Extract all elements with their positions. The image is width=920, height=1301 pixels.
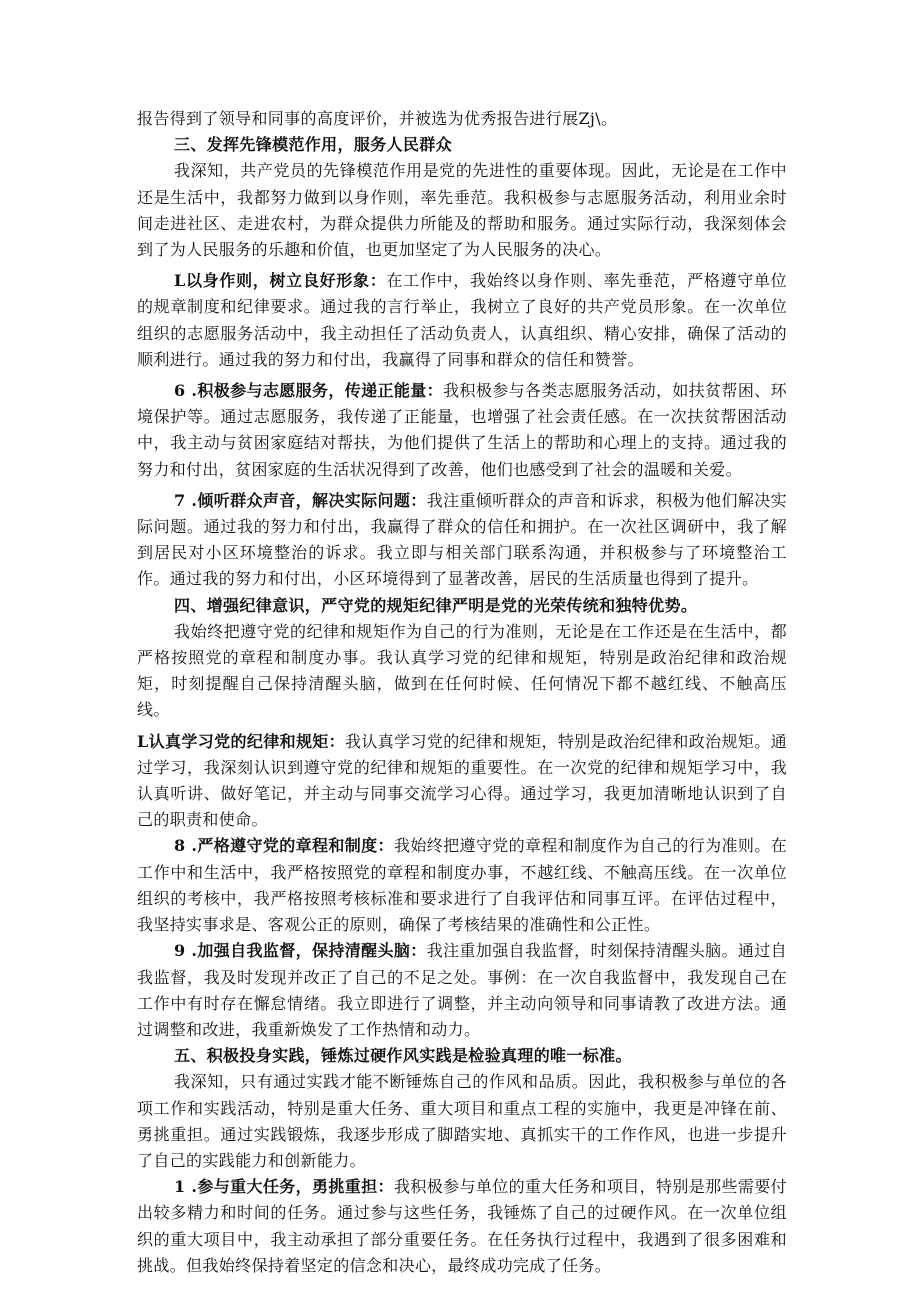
paragraph-major-tasks (137, 1174, 787, 1279)
paragraph-lead: L认真学习党的纪律和规矩： (137, 731, 346, 751)
paragraph-text: 我始终把遵守党的纪律和规矩作为自己的行为准则，无论是在工作还是在生活中，都严格按照党的章程和制度办事。我认真学习党的纪律和规矩，特别是政治纪律和政治规矩，时刻提醒自己保持清醒头脑，做到在任何时候、任何情况下都不越红线、不触高压线。 (137, 621, 787, 720)
section-heading-4 (137, 593, 787, 619)
paragraph-text: 我深知，共产党员的先锋模范作用是党的先进性的重要体现。因此，无论是在工作中还是生活中，我都努力做到以身作则，率先垂范。我积极参与志愿服务活动，利用业余时间走进社区、走进农村，为群众提供力所能及的帮助和服务。通过实际行动，我深刻体会到了为人民服务的乐趣和价值，也更加坚定了为人民服务的决心。 (137, 161, 787, 260)
paragraph-lead: 8 .严格遵守党的章程和制度： (174, 836, 394, 856)
paragraph-text: 我积极参与单位的重大任务和项目，特别是那些需要付出较多精力和时间的任务。通过参与这些任务，我锤炼了自己的过硬作风。在一次单位组织的重大项目中，我主动承担了部分重要任务。在任务执行过程中，我遇到了很多困难和挑战。但我始终保持着坚定的信念和决心，最终成功完成了任务。 (137, 1177, 787, 1275)
paragraph-study-discipline (137, 729, 787, 834)
paragraph-lead-by-example (137, 268, 787, 373)
heading-text: 五、积极投身实践，锤炼过硬作风实践是检验真理的唯一标准。 (174, 1046, 632, 1066)
paragraph-lead: 1 .参与重大任务，勇挑重担： (174, 1177, 394, 1197)
paragraph-text: 我注重加强自我监督，时刻保持清醒头脑。通过自我监督，我及时发现并改正了自己的不足之处。事例：在一次自我监督中，我发现自己在工作中有时存在懈怠情绪。我立即进行了调整，并主动向领导和同事请教了改进方法。通过调整和改进，我重新焕发了工作热情和动力。 (137, 941, 787, 1039)
paragraph-text: 报告得到了领导和同事的高度评价，并被选为优秀报告进行展Zj\。 (137, 109, 618, 128)
paragraph-report-ending (137, 106, 787, 132)
section-heading-3 (137, 132, 787, 158)
heading-text: 四、增强纪律意识，严守党的规矩纪律严明是党的光荣传统和独特优势。 (174, 595, 698, 615)
paragraph-discipline-intro (137, 619, 787, 724)
paragraph-volunteer (137, 378, 787, 483)
paragraph-text: 我深知，只有通过实践才能不断锤炼自己的作风和品质。因此，我积极参与单位的各项工作和实践活动，特别是重大任务、重大项目和重点工程的实施中，我更是冲锋在前、勇挑重担。通过实践锻炼，我逐步形成了脚踏实地、真抓实干的工作作风，也进一步提升了自己的实践能力和创新能力。 (137, 1072, 787, 1170)
paragraph-text: 我认真学习党的纪律和规矩，特别是政治纪律和政治规矩。通过学习，我深刻认识到遵守党的纪律和规矩的重要性。在一次党的纪律和规矩学习中，我认真听讲、做好笔记，并主动与同事交流学习心得。通过学习，我更加清晰地认识到了自己的职责和使命。 (137, 731, 787, 830)
paragraph-listen-to-masses (137, 488, 787, 593)
paragraph-text: 在工作中，我始终以身作则、率先垂范，严格遵守单位的规章制度和纪律要求。通过我的言行举止，我树立了良好的共产党员形象。在一次单位组织的志愿服务活动中，我主动担任了活动负责人，认真组织、精心安排，确保了活动的顺利进行。通过我的努力和付出，我赢得了同事和群众的信任和赞誉。 (137, 271, 787, 369)
section-heading-5 (137, 1043, 787, 1069)
paragraph-self-supervision (137, 938, 787, 1043)
heading-text: 三、发挥先锋模范作用，服务人民群众 (174, 135, 452, 155)
paragraph-lead: 9 .加强自我监督，保持清醒头脑： (174, 941, 427, 961)
paragraph-lead: 7 .倾听群众声音，解决实际问题： (174, 490, 427, 510)
document-body (137, 106, 787, 1279)
paragraph-vanguard-intro (137, 158, 787, 263)
paragraph-text: 我注重倾听群众的声音和诉求，积极为他们解决实际问题。通过我的努力和付出，我赢得了群众的信任和拥护。在一次社区调研中，我了解到居民对小区环境整治的诉求。我立即与相关部门联系沟通，并积极参与了环境整治工作。通过我的努力和付出，小区环境得到了显著改善，居民的生活质量也得到了提升。 (137, 490, 787, 589)
paragraph-lead: L以身作则，树立良好形象： (174, 271, 387, 291)
paragraph-practice-intro (137, 1069, 787, 1174)
paragraph-text: 我始终把遵守党的章程和制度作为自己的行为准则。在工作中和生活中，我严格按照党的章程和制度办事，不越红线、不触高压线。在一次单位组织的考核中，我严格按照考核标准和要求进行了自我评估和同事互评。在评估过程中，我坚持实事求是、客观公正的原则，确保了考核结果的准确性和公正性。 (137, 836, 787, 935)
paragraph-lead: 6 .积极参与志愿服务，传递正能量： (174, 381, 444, 401)
paragraph-observe-charter (137, 833, 787, 938)
paragraph-text: 我积极参与各类志愿服务活动，如扶贫帮困、环境保护等。通过志愿服务，我传递了正能量，也增强了社会责任感。在一次扶贫帮困活动中，我主动与贫困家庭结对帮扶，为他们提供了生活上的帮助和心理上的支持。通过我的努力和付出，贫困家庭的生活状况得到了改善，他们也感受到了社会的温暖和关爱。 (137, 381, 787, 479)
